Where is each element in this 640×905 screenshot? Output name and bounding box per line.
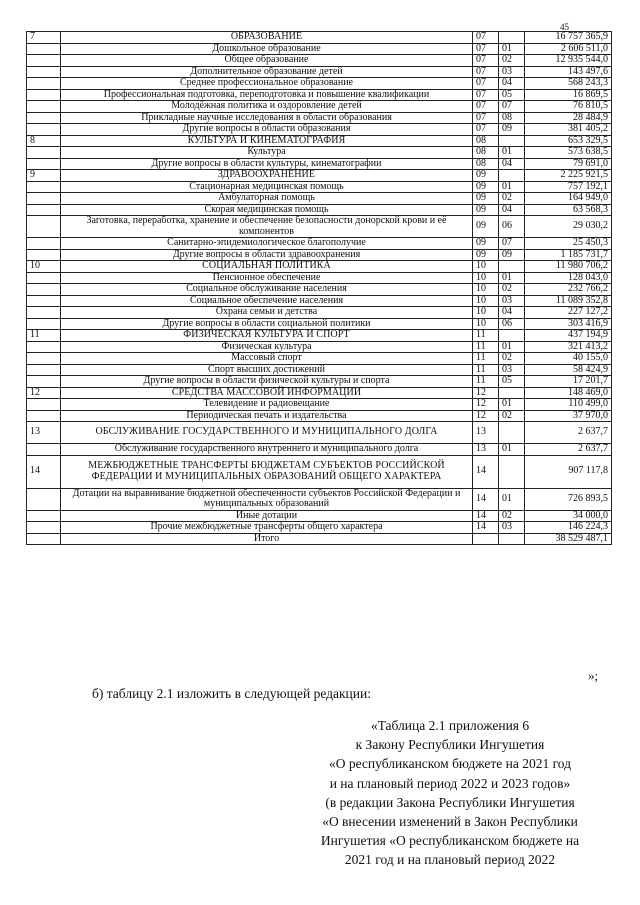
table-row: [27, 488, 612, 510]
subsection-code-cell: 05: [499, 376, 525, 388]
row-name-cell: МЕЖБЮДЖЕТНЫЕ ТРАНСФЕРТЫ БЮДЖЕТАМ СУБЪЕКТОВ РОССИЙСКОЙ ФЕДЕРАЦИИ И МУНИЦИПАЛЬНЫХ ОБРАЗОВАНИЙ ОБЩЕГО ХАРАКТЕРА: [61, 455, 473, 488]
amount-cell: 128 043,0: [525, 272, 612, 284]
subsection-code-cell: [499, 330, 525, 342]
subsection-code-cell: [499, 261, 525, 273]
row-name-cell: Другие вопросы в области физической культуры и спорта: [61, 376, 473, 388]
amount-cell: 227 127,2: [525, 307, 612, 319]
amount-cell: 11 980 706,2: [525, 261, 612, 273]
quote-line: и на плановый период 2022 и 2023 годов»: [329, 775, 571, 791]
table-row: [27, 341, 612, 353]
row-name-cell: Среднее профессиональное образование: [61, 78, 473, 90]
subsection-code-cell: 02: [499, 284, 525, 296]
subsection-code-cell: [499, 32, 525, 44]
section-code-cell: 14: [473, 455, 499, 488]
row-number-cell: [27, 353, 61, 365]
amount-cell: 568 243,3: [525, 78, 612, 90]
section-code-cell: 11: [473, 364, 499, 376]
row-number-cell: [27, 238, 61, 250]
subsection-code-cell: 02: [499, 55, 525, 67]
table-row: [27, 387, 612, 399]
table-row: [27, 422, 612, 444]
row-name-cell: Общее образование: [61, 55, 473, 67]
table-row: [27, 284, 612, 296]
subsection-code-cell: 05: [499, 89, 525, 101]
section-code-cell: 13: [473, 422, 499, 444]
amount-cell: 34 000,0: [525, 510, 612, 522]
row-number-cell: [27, 101, 61, 113]
table-row: [27, 135, 612, 147]
quote-line: «Таблица 2.1 приложения 6: [370, 718, 530, 733]
subsection-code-cell: 01: [499, 181, 525, 193]
table-row: [27, 364, 612, 376]
section-code-cell: 10: [473, 295, 499, 307]
row-name-cell: Другие вопросы в области здравоохранения: [61, 249, 473, 261]
row-name-cell: Итого: [61, 533, 473, 545]
row-name-cell: Амбулаторная помощь: [61, 193, 473, 205]
subsection-code-cell: 04: [499, 204, 525, 216]
section-code-cell: 11: [473, 353, 499, 365]
section-code-cell: 07: [473, 55, 499, 67]
table-row: [27, 410, 612, 422]
subsection-code-cell: 01: [499, 272, 525, 284]
row-name-cell: Обслуживание государственного внутреннего и муниципального долга: [61, 444, 473, 456]
amount-cell: 653 329,5: [525, 135, 612, 147]
row-name-cell: Массовый спорт: [61, 353, 473, 365]
row-number-cell: 12: [27, 387, 61, 399]
row-name-cell: Профессиональная подготовка, переподготовка и повышение квалификации: [61, 89, 473, 101]
subsection-code-cell: 04: [499, 78, 525, 90]
amount-cell: 2 637,7: [525, 422, 612, 444]
subsection-code-cell: [499, 533, 525, 545]
table-row: [27, 307, 612, 319]
table-row: [27, 193, 612, 205]
subsection-code-cell: 02: [499, 410, 525, 422]
table-row: [27, 353, 612, 365]
subsection-code-cell: 01: [499, 444, 525, 456]
row-name-cell: Спорт высших достижений: [61, 364, 473, 376]
table-row: [27, 455, 612, 488]
amount-cell: 11 089 352,8: [525, 295, 612, 307]
row-name-cell: Пенсионное обеспечение: [61, 272, 473, 284]
table-row: [27, 78, 612, 90]
subsection-code-cell: 01: [499, 399, 525, 411]
row-name-cell: Социальное обслуживание населения: [61, 284, 473, 296]
amount-cell: 29 030,2: [525, 216, 612, 238]
section-code-cell: 09: [473, 216, 499, 238]
table-row: [27, 170, 612, 182]
section-code-cell: 14: [473, 488, 499, 510]
row-number-cell: [27, 272, 61, 284]
table-row: [27, 32, 612, 44]
table-row: [27, 216, 612, 238]
row-number-cell: [27, 43, 61, 55]
row-name-cell: Социальное обеспечение населения: [61, 295, 473, 307]
subsection-code-cell: [499, 170, 525, 182]
row-name-cell: КУЛЬТУРА И КИНЕМАТОГРАФИЯ: [61, 135, 473, 147]
table-row: [27, 272, 612, 284]
section-code-cell: 07: [473, 124, 499, 136]
row-number-cell: [27, 78, 61, 90]
amount-cell: 1 185 731,7: [525, 249, 612, 261]
subsection-code-cell: 01: [499, 43, 525, 55]
row-name-cell: ОБРАЗОВАНИЕ: [61, 32, 473, 44]
subsection-code-cell: 03: [499, 66, 525, 78]
table-row: [27, 249, 612, 261]
table-row: [27, 510, 612, 522]
amount-cell: 16 757 365,9: [525, 32, 612, 44]
row-number-cell: 14: [27, 455, 61, 488]
amendment-paragraph: б) таблицу 2.1 изложить в следующей редакции:: [92, 686, 371, 701]
quote-line: Ингушетия «О республиканском бюджете на: [320, 833, 580, 849]
table-row: [27, 204, 612, 216]
table-caption-quote: [300, 716, 600, 870]
row-number-cell: [27, 364, 61, 376]
row-number-cell: [27, 112, 61, 124]
amount-cell: 38 529 487,1: [525, 533, 612, 545]
section-code-cell: 10: [473, 284, 499, 296]
row-name-cell: Скорая медицинская помощь: [61, 204, 473, 216]
row-number-cell: [27, 55, 61, 67]
section-code-cell: 10: [473, 272, 499, 284]
section-code-cell: 09: [473, 249, 499, 261]
page-number: 45: [560, 22, 569, 32]
section-code-cell: 08: [473, 135, 499, 147]
table-row: [27, 330, 612, 342]
row-number-cell: [27, 307, 61, 319]
section-code-cell: 11: [473, 376, 499, 388]
amount-cell: 573 638,5: [525, 147, 612, 159]
table-row: [27, 238, 612, 250]
row-number-cell: 7: [27, 32, 61, 44]
amount-cell: 17 201,7: [525, 376, 612, 388]
amount-cell: 437 194,9: [525, 330, 612, 342]
row-number-cell: 10: [27, 261, 61, 273]
row-name-cell: ФИЗИЧЕСКАЯ КУЛЬТУРА И СПОРТ: [61, 330, 473, 342]
row-name-cell: СРЕДСТВА МАССОВОЙ ИНФОРМАЦИИ: [61, 387, 473, 399]
row-number-cell: 11: [27, 330, 61, 342]
row-name-cell: Заготовка, переработка, хранение и обеспечение безопасности донорской крови и её компонентов: [61, 216, 473, 238]
row-number-cell: 8: [27, 135, 61, 147]
amount-cell: 381 405,2: [525, 124, 612, 136]
amount-cell: 2 225 921,5: [525, 170, 612, 182]
amount-cell: 232 766,2: [525, 284, 612, 296]
section-code-cell: 07: [473, 89, 499, 101]
row-number-cell: [27, 444, 61, 456]
section-code-cell: 14: [473, 522, 499, 534]
subsection-code-cell: [499, 387, 525, 399]
section-code-cell: 07: [473, 112, 499, 124]
row-number-cell: [27, 522, 61, 534]
amount-cell: 146 224,3: [525, 522, 612, 534]
subsection-code-cell: 09: [499, 124, 525, 136]
row-name-cell: Физическая культура: [61, 341, 473, 353]
subsection-code-cell: 02: [499, 193, 525, 205]
table-row: [27, 318, 612, 330]
row-name-cell: ЗДРАВООХРАНЕНИЕ: [61, 170, 473, 182]
table-row: [27, 112, 612, 124]
row-number-cell: [27, 284, 61, 296]
row-name-cell: Иные дотации: [61, 510, 473, 522]
section-code-cell: 10: [473, 261, 499, 273]
quote-line: «О внесении изменений в Закон Республики: [322, 814, 578, 830]
row-name-cell: Дотации на выравнивание бюджетной обеспеченности субъектов Российской Федерации и муниципальных образований: [61, 488, 473, 510]
table-row: [27, 444, 612, 456]
row-name-cell: Другие вопросы в области культуры, кинематографии: [61, 158, 473, 170]
amount-cell: 79 691,0: [525, 158, 612, 170]
row-name-cell: Телевидение и радиовещание: [61, 399, 473, 411]
row-name-cell: ОБСЛУЖИВАНИЕ ГОСУДАРСТВЕННОГО И МУНИЦИПАЛЬНОГО ДОЛГА: [61, 422, 473, 444]
quote-line: (в редакции Закона Республики Ингушетия: [325, 794, 575, 810]
row-name-cell: Периодическая печать и издательства: [61, 410, 473, 422]
row-name-cell: Прикладные научные исследования в области образования: [61, 112, 473, 124]
row-name-cell: Охрана семьи и детства: [61, 307, 473, 319]
subsection-code-cell: 03: [499, 295, 525, 307]
table-row: [27, 147, 612, 159]
quote-line: 2021 год и на плановый период 2022: [344, 852, 556, 868]
table-row: [27, 66, 612, 78]
section-code-cell: 09: [473, 204, 499, 216]
amount-cell: 16 869,5: [525, 89, 612, 101]
section-code-cell: 10: [473, 307, 499, 319]
amount-cell: 907 117,8: [525, 455, 612, 488]
section-code-cell: 11: [473, 341, 499, 353]
row-name-cell: Стационарная медицинская помощь: [61, 181, 473, 193]
row-number-cell: 9: [27, 170, 61, 182]
table-row: [27, 43, 612, 55]
quote-line: к Закону Республики Ингушетия: [355, 737, 545, 753]
row-number-cell: [27, 318, 61, 330]
section-code-cell: 09: [473, 181, 499, 193]
amount-cell: 110 499,0: [525, 399, 612, 411]
table-row: [27, 158, 612, 170]
amount-cell: 757 192,1: [525, 181, 612, 193]
section-code-cell: 07: [473, 101, 499, 113]
amount-cell: 321 413,2: [525, 341, 612, 353]
row-number-cell: [27, 124, 61, 136]
amount-cell: 148 469,0: [525, 387, 612, 399]
amount-cell: 2 637,7: [525, 444, 612, 456]
subsection-code-cell: 01: [499, 488, 525, 510]
row-number-cell: [27, 376, 61, 388]
row-name-cell: Санитарно-эпидемиологическое благополучие: [61, 238, 473, 250]
table-row: [27, 376, 612, 388]
section-code-cell: 09: [473, 170, 499, 182]
row-name-cell: СОЦИАЛЬНАЯ ПОЛИТИКА: [61, 261, 473, 273]
amount-cell: 143 497,6: [525, 66, 612, 78]
table-row: [27, 101, 612, 113]
section-code-cell: 08: [473, 158, 499, 170]
amount-cell: 25 450,3: [525, 238, 612, 250]
subsection-code-cell: 06: [499, 216, 525, 238]
subsection-code-cell: 01: [499, 147, 525, 159]
subsection-code-cell: 02: [499, 353, 525, 365]
closing-quote-mark: »;: [588, 668, 599, 683]
row-number-cell: [27, 66, 61, 78]
quote-line: «О республиканском бюджете на 2021 год: [328, 756, 572, 772]
section-code-cell: 07: [473, 32, 499, 44]
subsection-code-cell: 09: [499, 249, 525, 261]
row-number-cell: [27, 193, 61, 205]
section-code-cell: [473, 533, 499, 545]
row-name-cell: Культура: [61, 147, 473, 159]
row-number-cell: 13: [27, 422, 61, 444]
subsection-code-cell: 06: [499, 318, 525, 330]
row-name-cell: Дошкольное образование: [61, 43, 473, 55]
table-row: [27, 522, 612, 534]
section-code-cell: 12: [473, 387, 499, 399]
row-number-cell: [27, 158, 61, 170]
row-name-cell: Прочие межбюджетные трансферты общего характера: [61, 522, 473, 534]
subsection-code-cell: 01: [499, 341, 525, 353]
section-code-cell: 07: [473, 43, 499, 55]
subsection-code-cell: 08: [499, 112, 525, 124]
table-row: [27, 295, 612, 307]
amount-cell: 63 568,3: [525, 204, 612, 216]
table-row: [27, 89, 612, 101]
row-name-cell: Молодёжная политика и оздоровление детей: [61, 101, 473, 113]
row-number-cell: [27, 89, 61, 101]
subsection-code-cell: 04: [499, 158, 525, 170]
amount-cell: 58 424,9: [525, 364, 612, 376]
row-name-cell: Другие вопросы в области социальной политики: [61, 318, 473, 330]
section-code-cell: 08: [473, 147, 499, 159]
amount-cell: 28 484,9: [525, 112, 612, 124]
section-code-cell: 09: [473, 238, 499, 250]
row-number-cell: [27, 410, 61, 422]
section-code-cell: 11: [473, 330, 499, 342]
table-row: [27, 124, 612, 136]
row-number-cell: [27, 216, 61, 238]
row-number-cell: [27, 341, 61, 353]
subsection-code-cell: 03: [499, 522, 525, 534]
subsection-code-cell: 07: [499, 238, 525, 250]
table-row: [27, 533, 612, 545]
section-code-cell: 14: [473, 510, 499, 522]
subsection-code-cell: [499, 135, 525, 147]
amount-cell: 37 970,0: [525, 410, 612, 422]
table-body: [27, 32, 612, 545]
row-number-cell: [27, 249, 61, 261]
amount-cell: 2 606 511,0: [525, 43, 612, 55]
section-code-cell: 13: [473, 444, 499, 456]
amount-cell: 164 949,0: [525, 193, 612, 205]
row-number-cell: [27, 488, 61, 510]
subsection-code-cell: 07: [499, 101, 525, 113]
section-code-cell: 12: [473, 410, 499, 422]
table-row: [27, 181, 612, 193]
section-code-cell: 09: [473, 193, 499, 205]
amount-cell: 12 935 544,0: [525, 55, 612, 67]
section-code-cell: 07: [473, 78, 499, 90]
row-number-cell: [27, 510, 61, 522]
subsection-code-cell: [499, 422, 525, 444]
row-number-cell: [27, 533, 61, 545]
amount-cell: 303 416,9: [525, 318, 612, 330]
subsection-code-cell: [499, 455, 525, 488]
subsection-code-cell: 04: [499, 307, 525, 319]
amount-cell: 40 155,0: [525, 353, 612, 365]
row-number-cell: [27, 204, 61, 216]
subsection-code-cell: 02: [499, 510, 525, 522]
amount-cell: 726 893,5: [525, 488, 612, 510]
section-code-cell: 12: [473, 399, 499, 411]
table-row: [27, 55, 612, 67]
row-number-cell: [27, 399, 61, 411]
table-row: [27, 399, 612, 411]
budget-table: [26, 31, 612, 545]
row-number-cell: [27, 181, 61, 193]
row-name-cell: Другие вопросы в области образования: [61, 124, 473, 136]
subsection-code-cell: 03: [499, 364, 525, 376]
row-name-cell: Дополнительное образование детей: [61, 66, 473, 78]
table-row: [27, 261, 612, 273]
section-code-cell: 10: [473, 318, 499, 330]
row-number-cell: [27, 295, 61, 307]
row-number-cell: [27, 147, 61, 159]
section-code-cell: 07: [473, 66, 499, 78]
amount-cell: 76 810,5: [525, 101, 612, 113]
